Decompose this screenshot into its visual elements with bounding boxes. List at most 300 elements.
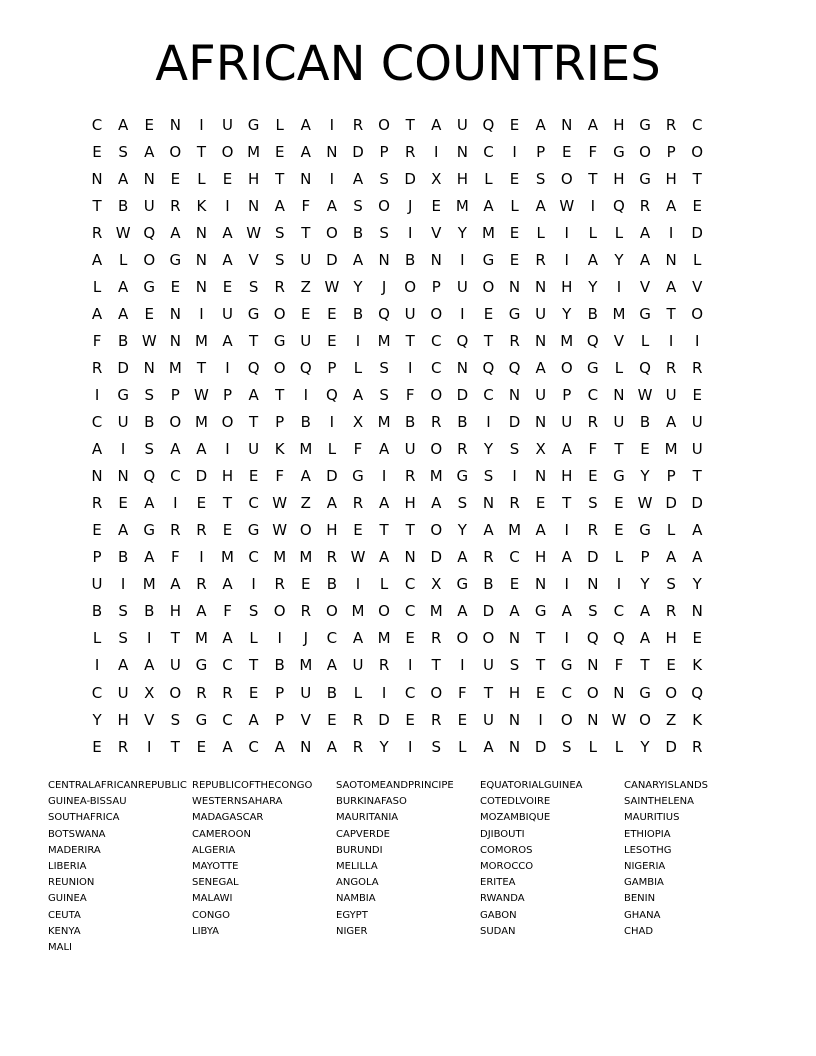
grid-cell[interactable]: D [691,223,703,242]
grid-cell[interactable]: T [275,385,285,404]
grid-cell[interactable]: R [352,737,364,756]
grid-cell[interactable]: I [355,331,361,350]
grid-cell[interactable]: N [91,169,103,188]
grid-cell[interactable]: X [535,440,546,459]
grid-cell[interactable]: N [456,358,468,377]
grid-cell[interactable]: S [274,250,285,269]
grid-cell[interactable]: S [588,494,598,513]
grid-cell[interactable]: I [225,358,230,377]
grid-cell[interactable]: A [561,440,572,459]
grid-cell[interactable]: T [405,521,415,540]
grid-cell[interactable]: M [221,548,234,567]
grid-cell[interactable]: N [587,710,599,729]
grid-cell[interactable]: A [222,331,233,350]
grid-cell[interactable]: I [668,223,674,242]
grid-cell[interactable]: O [639,142,651,161]
grid-cell[interactable]: N [508,737,521,756]
grid-cell[interactable]: A [639,629,651,648]
grid-cell[interactable]: I [694,331,700,350]
grid-cell[interactable]: N [195,250,208,269]
grid-cell[interactable]: A [665,413,677,432]
grid-cell[interactable]: H [561,467,573,486]
grid-cell[interactable]: O [560,358,573,377]
grid-cell[interactable]: E [535,683,546,702]
grid-cell[interactable]: A [665,277,677,296]
grid-cell[interactable]: O [586,683,599,702]
grid-cell[interactable]: Y [353,277,363,296]
grid-cell[interactable]: E [692,196,702,215]
grid-cell[interactable]: U [665,385,677,404]
grid-cell[interactable]: T [640,656,650,675]
grid-cell[interactable]: J [381,277,387,296]
grid-cell[interactable]: D [665,737,677,756]
grid-cell[interactable]: W [637,385,653,404]
grid-cell[interactable]: U [691,413,703,432]
grid-cell[interactable]: P [170,385,180,404]
grid-cell[interactable]: C [170,467,181,486]
grid-cell[interactable]: O [560,710,573,729]
grid-cell[interactable]: L [588,737,597,756]
grid-cell[interactable]: U [300,683,312,702]
grid-cell[interactable]: G [639,521,651,540]
grid-cell[interactable]: Y [457,223,467,242]
grid-cell[interactable]: D [378,710,390,729]
grid-cell[interactable]: Y [92,710,102,729]
grid-cell[interactable]: F [275,467,285,486]
grid-cell[interactable]: P [431,277,441,296]
grid-cell[interactable]: G [273,331,286,350]
grid-cell[interactable]: I [538,710,543,729]
grid-cell[interactable]: E [118,494,128,513]
grid-cell[interactable]: C [404,683,416,702]
grid-cell[interactable]: A [561,602,572,621]
grid-cell[interactable]: V [639,277,651,296]
grid-cell[interactable]: P [275,683,285,702]
grid-cell[interactable]: D [665,494,677,513]
grid-cell[interactable]: Q [482,115,495,134]
grid-cell[interactable]: W [246,223,262,242]
grid-cell[interactable]: A [222,250,233,269]
grid-cell[interactable]: D [195,467,208,486]
grid-cell[interactable]: B [352,223,364,242]
grid-cell[interactable]: G [613,467,625,486]
grid-cell[interactable]: O [430,440,443,459]
grid-cell[interactable]: T [536,656,546,675]
grid-cell[interactable]: T [483,331,494,350]
grid-cell[interactable]: S [379,223,389,242]
grid-cell[interactable]: I [277,629,282,648]
grid-cell[interactable]: O [143,250,156,269]
grid-cell[interactable]: A [326,656,338,675]
grid-cell[interactable]: U [535,304,547,323]
grid-cell[interactable]: L [536,223,545,242]
grid-cell[interactable]: N [169,331,181,350]
grid-cell[interactable]: E [431,196,441,215]
grid-cell[interactable]: N [587,656,599,675]
grid-cell[interactable]: T [431,656,441,675]
grid-cell[interactable]: Q [378,304,390,323]
grid-cell[interactable]: K [692,656,703,675]
grid-cell[interactable]: S [248,277,259,296]
grid-cell[interactable]: H [221,467,234,486]
grid-cell[interactable]: K [274,440,285,459]
grid-cell[interactable]: E [327,710,337,729]
grid-cell[interactable]: E [405,629,415,648]
grid-cell[interactable]: B [405,413,416,432]
grid-cell[interactable]: E [614,521,624,540]
grid-cell[interactable]: A [535,196,546,215]
grid-cell[interactable]: M [299,656,313,675]
grid-cell[interactable]: C [326,629,338,648]
grid-cell[interactable]: K [692,710,703,729]
grid-cell[interactable]: X [352,413,364,432]
grid-cell[interactable]: O [665,683,678,702]
grid-cell[interactable]: R [587,521,599,540]
grid-cell[interactable]: N [613,385,625,404]
grid-cell[interactable]: M [194,629,208,648]
grid-cell[interactable]: C [404,575,416,594]
grid-cell[interactable]: L [92,277,102,296]
grid-cell[interactable]: A [170,440,181,459]
grid-cell[interactable]: T [483,683,494,702]
grid-cell[interactable]: M [194,413,208,432]
grid-cell[interactable]: E [144,304,154,323]
grid-cell[interactable]: L [379,575,389,594]
grid-cell[interactable]: L [484,169,493,188]
grid-cell[interactable]: U [535,385,547,404]
grid-cell[interactable]: R [352,710,364,729]
grid-cell[interactable]: Q [639,358,651,377]
grid-cell[interactable]: A [222,223,233,242]
grid-cell[interactable]: T [170,737,180,756]
grid-cell[interactable]: Q [143,223,156,242]
grid-cell[interactable]: O [273,304,286,323]
grid-cell[interactable]: O [325,602,338,621]
grid-cell[interactable]: F [614,656,624,675]
grid-cell[interactable]: T [405,115,415,134]
grid-cell[interactable]: R [274,575,285,594]
grid-cell[interactable]: R [222,683,233,702]
grid-cell[interactable]: O [221,142,234,161]
grid-cell[interactable]: M [377,331,391,350]
grid-cell[interactable]: U [117,683,129,702]
grid-cell[interactable]: A [352,169,364,188]
grid-cell[interactable]: A [144,494,155,513]
grid-cell[interactable]: C [431,331,442,350]
grid-cell[interactable]: H [404,494,416,513]
grid-cell[interactable]: D [404,169,416,188]
grid-cell[interactable]: T [614,440,624,459]
grid-cell[interactable]: P [327,358,337,377]
grid-cell[interactable]: N [535,413,547,432]
grid-cell[interactable]: I [407,223,413,242]
grid-cell[interactable]: V [144,710,155,729]
grid-cell[interactable]: L [327,440,337,459]
grid-cell[interactable]: I [460,656,465,675]
grid-cell[interactable]: T [92,196,102,215]
grid-cell[interactable]: P [275,413,285,432]
grid-cell[interactable]: B [300,413,311,432]
grid-cell[interactable]: W [141,331,157,350]
grid-cell[interactable]: R [509,494,520,513]
grid-cell[interactable]: N [91,467,103,486]
grid-cell[interactable]: B [639,413,651,432]
grid-cell[interactable]: O [691,304,704,323]
grid-cell[interactable]: G [195,710,208,729]
grid-cell[interactable]: O [482,277,495,296]
grid-cell[interactable]: E [353,521,363,540]
grid-cell[interactable]: S [379,385,389,404]
grid-cell[interactable]: D [326,467,338,486]
grid-cell[interactable]: O [378,115,390,134]
grid-cell[interactable]: Q [586,331,599,350]
grid-cell[interactable]: U [482,710,494,729]
grid-cell[interactable]: V [692,277,703,296]
grid-cell[interactable]: R [691,737,703,756]
grid-cell[interactable]: H [535,548,547,567]
grid-cell[interactable]: Y [379,737,389,756]
grid-cell[interactable]: N [195,223,208,242]
grid-cell[interactable]: Q [247,358,260,377]
grid-cell[interactable]: Y [640,467,650,486]
grid-cell[interactable]: O [560,169,573,188]
grid-cell[interactable]: G [352,467,364,486]
grid-cell[interactable]: H [613,169,625,188]
grid-cell[interactable]: R [91,494,103,513]
grid-cell[interactable]: Q [691,683,704,702]
grid-cell[interactable]: S [353,196,363,215]
grid-cell[interactable]: H [665,169,677,188]
grid-cell[interactable]: Y [640,737,650,756]
grid-cell[interactable]: I [381,467,387,486]
grid-cell[interactable]: E [248,683,259,702]
grid-cell[interactable]: A [457,548,468,567]
grid-cell[interactable]: A [91,304,103,323]
grid-cell[interactable]: Y [457,521,467,540]
grid-cell[interactable]: T [170,629,180,648]
grid-cell[interactable]: O [325,223,338,242]
grid-cell[interactable]: M [612,304,626,323]
grid-cell[interactable]: L [588,223,597,242]
grid-cell[interactable]: N [535,467,547,486]
grid-cell[interactable]: W [559,196,575,215]
grid-cell[interactable]: D [326,250,338,269]
grid-cell[interactable]: W [611,710,627,729]
grid-cell[interactable]: P [536,142,546,161]
grid-cell[interactable]: B [326,575,338,594]
grid-cell[interactable]: S [588,602,598,621]
grid-cell[interactable]: S [561,737,572,756]
grid-cell[interactable]: Z [665,710,677,729]
grid-cell[interactable]: S [118,142,128,161]
grid-cell[interactable]: G [456,467,469,486]
grid-cell[interactable]: H [561,277,573,296]
grid-cell[interactable]: T [692,169,702,188]
grid-cell[interactable]: G [117,385,129,404]
grid-cell[interactable]: E [509,115,520,134]
grid-cell[interactable]: Q [143,467,156,486]
grid-cell[interactable]: G [482,250,495,269]
grid-cell[interactable]: U [143,196,155,215]
grid-cell[interactable]: R [665,115,677,134]
grid-cell[interactable]: A [352,250,364,269]
grid-cell[interactable]: I [564,629,569,648]
grid-cell[interactable]: L [197,169,206,188]
grid-cell[interactable]: M [142,575,156,594]
grid-cell[interactable]: E [196,494,207,513]
grid-cell[interactable]: G [587,358,599,377]
grid-cell[interactable]: R [196,521,207,540]
grid-cell[interactable]: E [170,277,181,296]
grid-cell[interactable]: B [326,683,338,702]
grid-cell[interactable]: I [199,548,204,567]
grid-cell[interactable]: U [91,575,103,594]
grid-cell[interactable]: L [614,358,624,377]
grid-cell[interactable]: O [221,413,234,432]
grid-cell[interactable]: A [483,196,494,215]
grid-cell[interactable]: M [273,548,287,567]
grid-cell[interactable]: I [668,331,674,350]
grid-cell[interactable]: Y [483,440,494,459]
grid-cell[interactable]: O [456,629,469,648]
grid-cell[interactable]: L [249,629,258,648]
grid-cell[interactable]: D [430,548,443,567]
grid-cell[interactable]: I [303,385,309,404]
grid-cell[interactable]: C [431,358,442,377]
grid-cell[interactable]: A [196,602,207,621]
grid-cell[interactable]: I [225,196,230,215]
grid-cell[interactable]: E [588,467,598,486]
grid-cell[interactable]: H [456,169,468,188]
grid-cell[interactable]: T [666,304,676,323]
grid-cell[interactable]: U [248,440,260,459]
grid-cell[interactable]: I [564,575,569,594]
grid-cell[interactable]: A [144,548,155,567]
grid-cell[interactable]: A [326,494,338,513]
grid-cell[interactable]: E [170,169,181,188]
grid-cell[interactable]: I [381,683,387,702]
grid-cell[interactable]: H [169,602,181,621]
grid-cell[interactable]: E [301,575,311,594]
grid-cell[interactable]: A [118,656,129,675]
grid-cell[interactable]: H [613,115,625,134]
grid-cell[interactable]: O [378,602,390,621]
grid-cell[interactable]: L [693,250,702,269]
grid-cell[interactable]: I [199,115,204,134]
grid-cell[interactable]: A [692,521,703,540]
grid-cell[interactable]: D [691,494,703,513]
grid-cell[interactable]: I [329,115,335,134]
grid-cell[interactable]: T [222,494,233,513]
grid-cell[interactable]: T [249,656,259,675]
grid-cell[interactable]: S [509,656,520,675]
grid-cell[interactable]: A [144,656,155,675]
grid-cell[interactable]: R [431,710,442,729]
grid-cell[interactable]: N [404,548,416,567]
grid-cell[interactable]: G [639,683,651,702]
grid-cell[interactable]: I [616,575,622,594]
grid-cell[interactable]: I [564,250,569,269]
grid-cell[interactable]: I [460,250,465,269]
grid-cell[interactable]: T [249,331,259,350]
grid-cell[interactable]: C [691,115,703,134]
grid-cell[interactable]: O [169,413,182,432]
grid-cell[interactable]: R [326,548,338,567]
grid-cell[interactable]: U [222,304,233,323]
grid-cell[interactable]: U [561,413,573,432]
grid-cell[interactable]: A [91,440,103,459]
grid-cell[interactable]: I [512,467,517,486]
grid-cell[interactable]: M [377,629,391,648]
grid-cell[interactable]: F [223,602,232,621]
grid-cell[interactable]: M [481,223,495,242]
grid-cell[interactable]: U [222,115,233,134]
grid-cell[interactable]: S [509,440,520,459]
grid-cell[interactable]: H [508,683,521,702]
grid-cell[interactable]: I [407,737,413,756]
grid-cell[interactable]: O [430,683,443,702]
grid-cell[interactable]: S [144,440,154,459]
grid-cell[interactable]: I [407,656,413,675]
grid-cell[interactable]: E [92,521,102,540]
grid-cell[interactable]: G [247,521,260,540]
grid-cell[interactable]: E [222,169,233,188]
grid-cell[interactable]: L [118,250,128,269]
grid-cell[interactable]: N [195,277,208,296]
grid-cell[interactable]: C [248,737,259,756]
grid-cell[interactable]: I [199,304,204,323]
grid-cell[interactable]: B [587,304,598,323]
grid-cell[interactable]: N [482,494,495,513]
grid-cell[interactable]: A [326,196,338,215]
grid-cell[interactable]: A [431,115,442,134]
grid-cell[interactable]: R [691,358,703,377]
grid-cell[interactable]: I [407,358,413,377]
grid-cell[interactable]: T [536,629,546,648]
grid-cell[interactable]: H [326,521,338,540]
grid-cell[interactable]: A [118,304,129,323]
grid-cell[interactable]: A [665,196,677,215]
grid-cell[interactable]: E [92,737,102,756]
grid-cell[interactable]: R [170,196,181,215]
grid-cell[interactable]: E [301,304,311,323]
grid-cell[interactable]: F [301,196,311,215]
grid-cell[interactable]: O [482,629,495,648]
grid-cell[interactable]: B [117,548,129,567]
grid-cell[interactable]: E [640,440,650,459]
grid-cell[interactable]: N [326,142,338,161]
grid-cell[interactable]: V [248,250,259,269]
grid-cell[interactable]: P [666,142,676,161]
grid-cell[interactable]: O [430,304,443,323]
grid-cell[interactable]: B [457,413,468,432]
grid-cell[interactable]: A [118,277,129,296]
grid-cell[interactable]: A [535,358,546,377]
grid-cell[interactable]: E [614,494,624,513]
grid-cell[interactable]: A [639,602,651,621]
grid-cell[interactable]: E [483,304,494,323]
grid-cell[interactable]: P [640,548,650,567]
grid-cell[interactable]: Q [508,358,521,377]
grid-cell[interactable]: Z [300,494,311,513]
grid-cell[interactable]: G [247,115,260,134]
grid-cell[interactable]: I [512,142,517,161]
grid-cell[interactable]: E [561,142,572,161]
grid-cell[interactable]: R [117,737,129,756]
grid-cell[interactable]: R [91,358,103,377]
grid-cell[interactable]: A [144,142,155,161]
grid-cell[interactable]: G [143,277,156,296]
